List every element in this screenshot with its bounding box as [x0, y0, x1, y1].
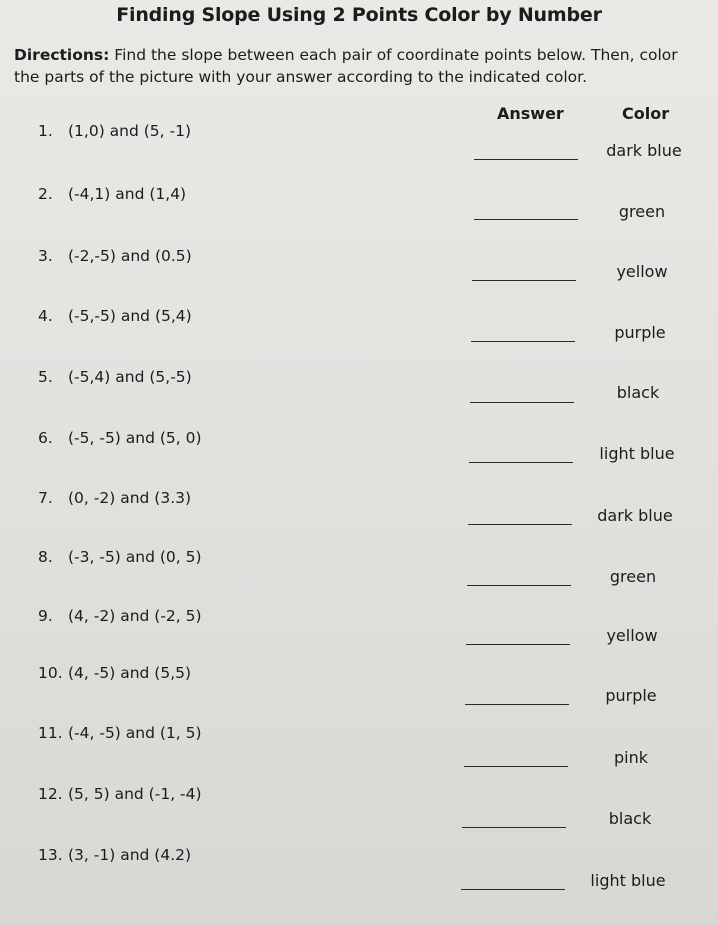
answer-blank-9[interactable]	[466, 644, 570, 645]
problem-points: (-5, -5) and (5, 0)	[68, 429, 202, 447]
answer-blank-1[interactable]	[474, 159, 578, 160]
problem-2	[38, 185, 186, 203]
problem-3	[38, 247, 192, 265]
directions-paragraph	[14, 44, 704, 88]
answer-blank-11[interactable]	[464, 766, 568, 767]
answer-blank-3[interactable]	[472, 280, 576, 281]
problem-11	[38, 724, 202, 742]
color-label-11: pink	[613, 748, 648, 767]
answer-blank-13[interactable]	[461, 889, 565, 890]
problem-number: 8.	[38, 548, 53, 566]
color-column-header: Color	[622, 104, 670, 123]
problem-number: 3.	[38, 247, 53, 265]
answer-blank-6[interactable]	[469, 462, 573, 463]
problem-7	[38, 489, 191, 507]
color-label-10: purple	[605, 686, 657, 705]
color-label-3: yellow	[616, 262, 668, 281]
color-label-12: black	[608, 809, 652, 828]
problem-points: (-4,1) and (1,4)	[68, 185, 187, 203]
color-label-5: black	[616, 383, 660, 402]
color-label-7: dark blue	[597, 506, 673, 525]
problem-13	[38, 846, 191, 864]
problem-8	[38, 548, 202, 566]
problem-points: (0, -2) and (3.3)	[68, 489, 192, 507]
problem-points: (5, 5) and (-1, -4)	[68, 785, 202, 803]
color-label-4: purple	[614, 323, 666, 342]
problem-number: 11.	[38, 724, 63, 742]
color-label-13: light blue	[590, 871, 666, 890]
problem-number: 10.	[38, 664, 63, 682]
problem-12	[38, 785, 202, 803]
problem-points: (-4, -5) and (1, 5)	[68, 724, 202, 742]
problem-6	[38, 429, 202, 447]
problem-number: 6.	[38, 429, 53, 447]
problem-number: 7.	[38, 489, 53, 507]
answer-blank-12[interactable]	[462, 827, 566, 828]
problem-number: 13.	[38, 846, 63, 864]
problem-number: 5.	[38, 368, 53, 386]
color-label-2: green	[618, 202, 666, 221]
directions-text: Find the slope between each pair of coordinate points below. Then, color the parts of the picture with your answer according to the indicated color.	[14, 46, 678, 86]
problem-points: (4, -2) and (-2, 5)	[68, 607, 202, 625]
problem-1	[38, 122, 191, 140]
problem-points: (4, -5) and (5,5)	[68, 664, 192, 682]
color-label-1: dark blue	[606, 141, 682, 160]
problem-points: (-5,-5) and (5,4)	[68, 307, 192, 325]
answer-blank-10[interactable]	[465, 704, 569, 705]
problem-10	[38, 664, 191, 682]
problem-number: 12.	[38, 785, 63, 803]
directions-label: Directions:	[14, 46, 110, 64]
answer-blank-8[interactable]	[467, 585, 571, 586]
color-label-9: yellow	[606, 626, 658, 645]
problem-4	[38, 307, 192, 325]
answer-blank-2[interactable]	[474, 219, 578, 220]
problem-number: 4.	[38, 307, 53, 325]
problem-number: 2.	[38, 185, 53, 203]
answer-blank-7[interactable]	[468, 524, 572, 525]
problem-points: (-2,-5) and (0.5)	[68, 247, 192, 265]
problem-points: (3, -1) and (4.2)	[68, 846, 192, 864]
worksheet-title: Finding Slope Using 2 Points Color by Number	[116, 4, 602, 26]
problem-points: (-5,4) and (5,-5)	[68, 368, 192, 386]
problem-number: 9.	[38, 607, 53, 625]
answer-blank-5[interactable]	[470, 402, 574, 403]
problem-9	[38, 607, 202, 625]
problem-points: (1,0) and (5, -1)	[68, 122, 192, 140]
answer-column-header: Answer	[497, 104, 564, 123]
problem-5	[38, 368, 192, 386]
problem-points: (-3, -5) and (0, 5)	[68, 548, 202, 566]
color-label-6: light blue	[599, 444, 675, 463]
answer-blank-4[interactable]	[471, 341, 575, 342]
problem-number: 1.	[38, 122, 53, 140]
color-label-8: green	[609, 567, 657, 586]
